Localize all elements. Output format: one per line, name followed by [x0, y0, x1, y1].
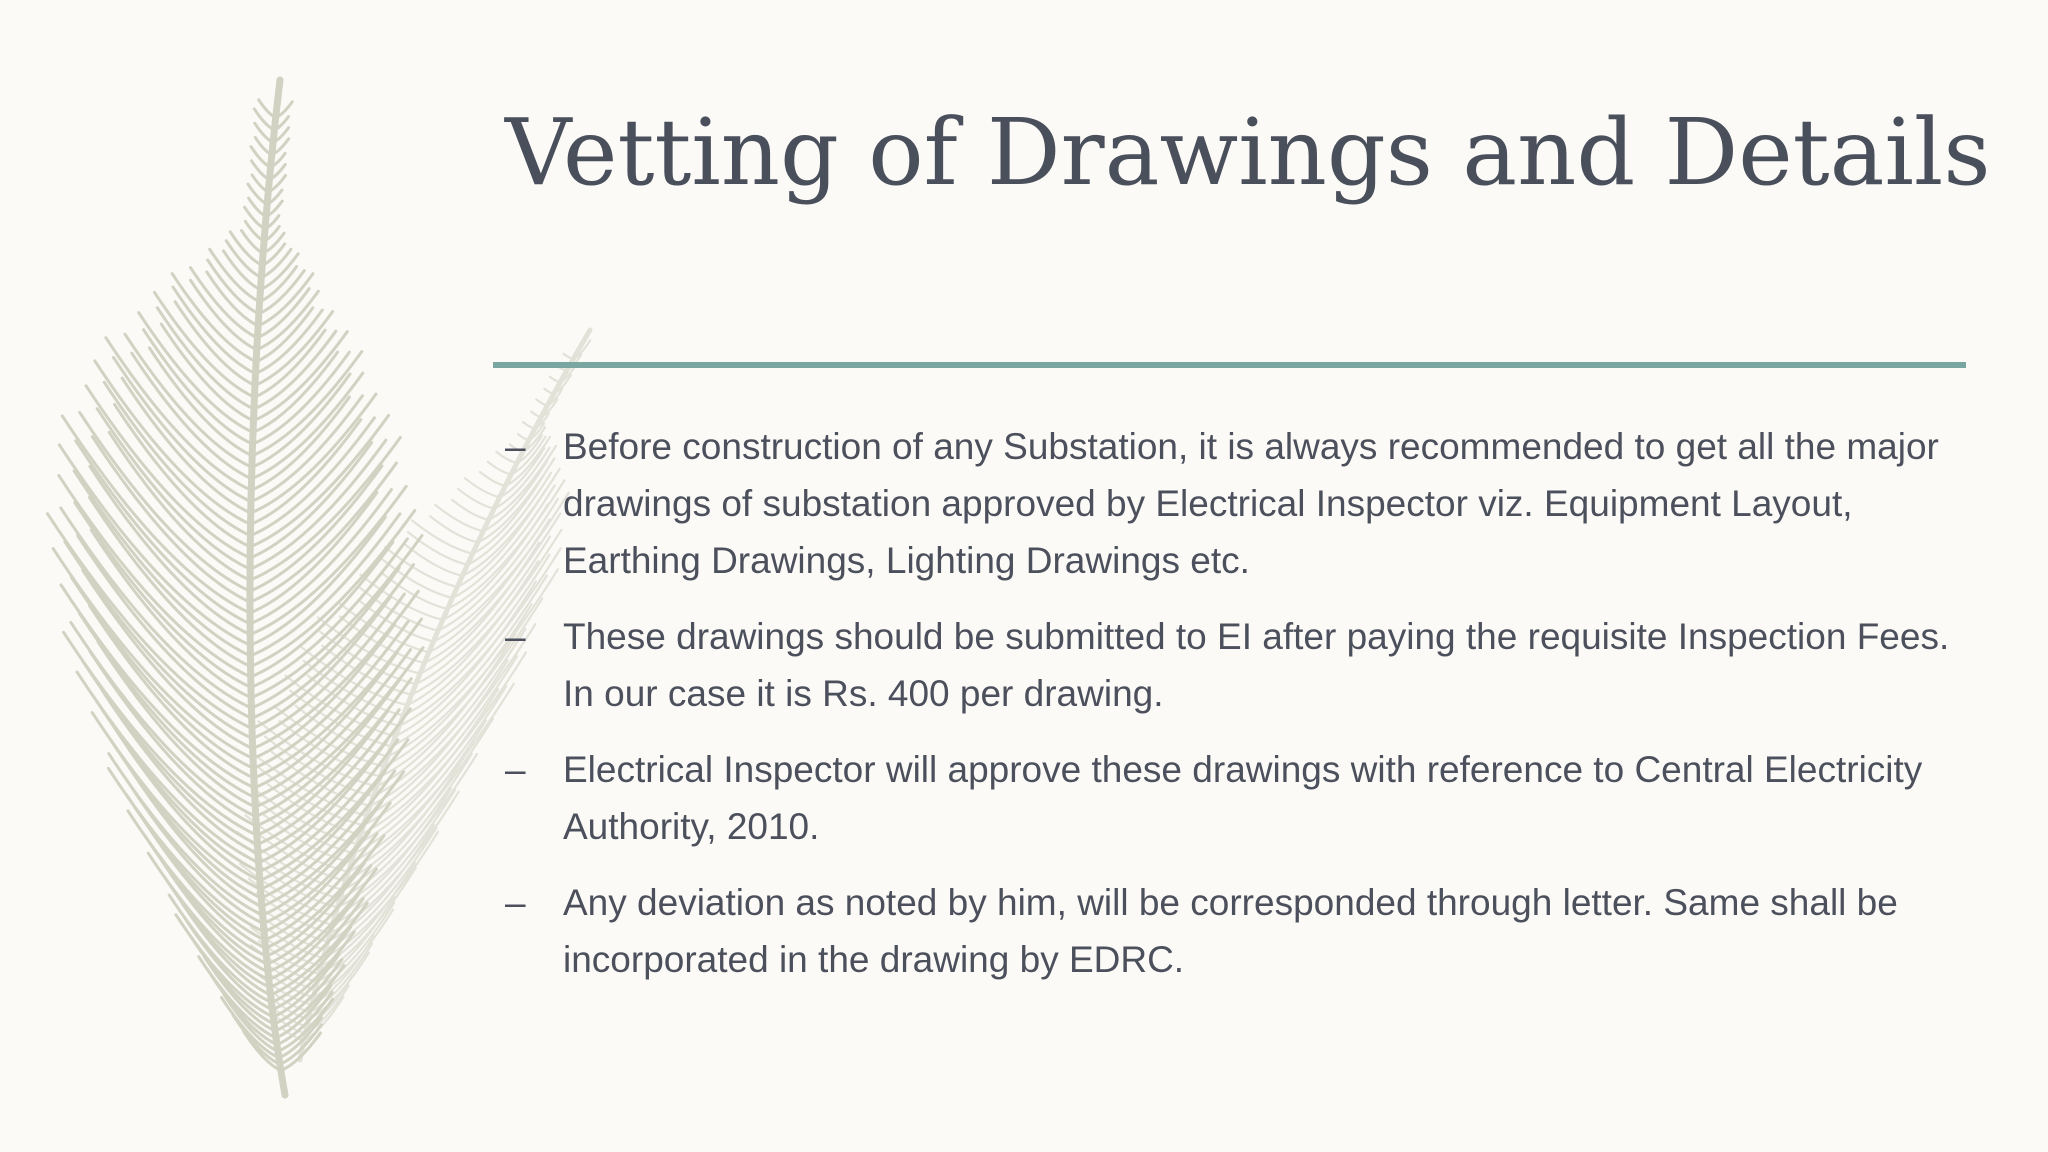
- bullet-item: [505, 418, 1985, 589]
- bullet-item: [505, 608, 1985, 722]
- bullet-text: These drawings should be submitted to EI after paying the requisite Inspection Fees. In our case it is Rs. 400 per drawing.: [563, 616, 1950, 714]
- bullet-item: [505, 741, 1985, 855]
- bullet-list: [505, 418, 1985, 1007]
- bullet-dash: –: [505, 616, 526, 657]
- title-divider: [493, 362, 1966, 368]
- bullet-dash: –: [505, 749, 526, 790]
- bullet-text: Any deviation as noted by him, will be corresponded through letter. Same shall be incorporated in the drawing by EDRC.: [563, 882, 1898, 980]
- bullet-item: [505, 874, 1985, 988]
- bullet-dash: –: [505, 882, 526, 923]
- bullet-text: Electrical Inspector will approve these drawings with reference to Central Electricity Authority, 2010.: [563, 749, 1923, 847]
- bullet-text: Before construction of any Substation, it is always recommended to get all the major drawings of substation approved by Electrical Inspector viz. Equipment Layout, Earthing Drawings, Lighting Drawings etc.: [563, 426, 1939, 581]
- bullet-dash: –: [505, 426, 526, 467]
- slide-title: Vetting of Drawings and Details: [505, 99, 1991, 206]
